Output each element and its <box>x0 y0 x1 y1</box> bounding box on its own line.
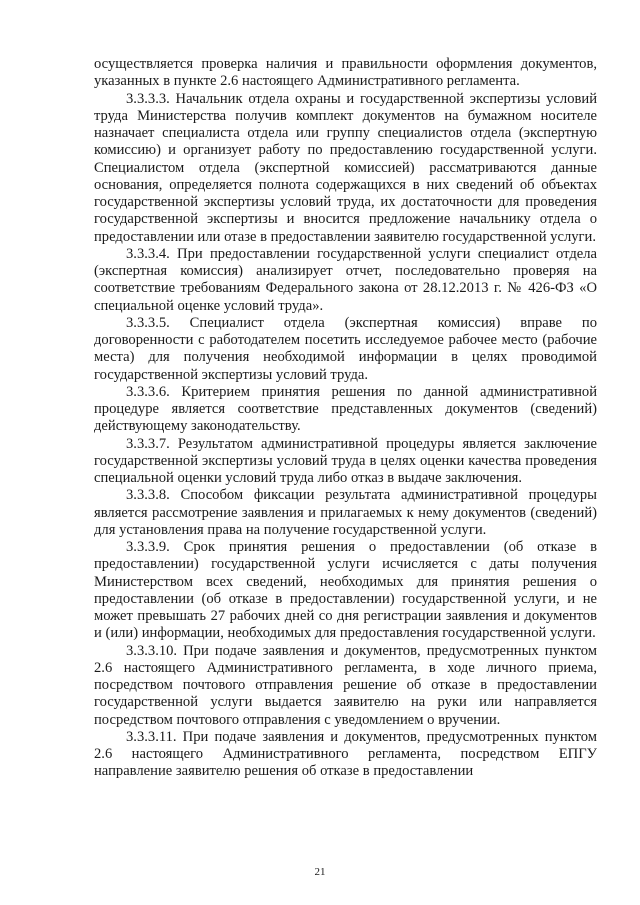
paragraph-3-3-3-10: 3.3.3.10. При подаче заявления и документов, предусмотренных пунктом 2.6 настоящего Административного регламента, в ходе личного приема, посредством почтового отправления решение об отказе в предоставлении государственной услуги выдается заявителю на руки или направляется посредством почтового отправления с уведомлением о вручении. <box>94 642 597 728</box>
paragraph-3-3-3-4: 3.3.3.4. При предоставлении государственной услуги специалист отдела (экспертная комиссия) анализирует отчет, последовательно проверяя на соответствие требованиям Федерального закона от 28.12.2013 г. № 426-ФЗ «О специальной оценке условий труда». <box>94 245 597 314</box>
paragraph-3-3-3-9: 3.3.3.9. Срок принятия решения о предоставлении (об отказе в предоставлении) государственной услуги исчисляется с даты получения Министерством всех сведений, необходимых для принятия решения о предоставлении (об отказе в предоставлении) государственной услуги, и не может превышать 27 рабочих дней со дня регистрации заявления и документов и (или) информации, необходимых для предоставления государственной услуги. <box>94 539 597 642</box>
paragraph-3-3-3-3: 3.3.3.3. Начальник отдела охраны и государственной экспертизы условий труда Министерства получив комплект документов на бумажном носителе назначает специалиста отдела или группу специалистов отдела (экспертную комиссию) и организует работу по предоставлению государственной услуги. Специалистом отдела (экспертной комиссией) рассматриваются данные основания, определяется полнота содержащихся в них сведений об объектах государственной экспертизы условий труда, их достаточности для проведения государственной экспертизы и вносится предложение начальнику отдела о предоставлении или отазе в предоставлении заявителю государственной услуги. <box>94 90 597 245</box>
paragraph-3-3-3-8: 3.3.3.8. Способом фиксации результата административной процедуры является рассмотрение заявления и прилагаемых к нему документов (сведений) для установления права на получение государственной услуги. <box>94 487 597 538</box>
paragraph-3-3-3-6: 3.3.3.6. Критерием принятия решения по данной административной процедуре является соответствие представленных документов (сведений) действующему законодательству. <box>94 383 597 435</box>
paragraph-3-3-3-11: 3.3.3.11. При подаче заявления и документов, предусмотренных пунктом 2.6 настоящего Административного регламента, посредством ЕПГУ направление заявителю решения об отказе в предоставлении <box>94 728 597 780</box>
document-body <box>94 56 597 781</box>
paragraph-3-3-3-5: 3.3.3.5. Специалист отдела (экспертная комиссия) вправе по договоренности с работодателем посетить исследуемое рабочее место (рабочие места) для получения необходимой информации в целях проводимой государственной экспертизы условий труда. <box>94 314 597 383</box>
paragraph-3-3-3-7: 3.3.3.7. Результатом административной процедуры является заключение государственной экспертизы условий труда в целях оценки качества проведения специальной оценки условий труда либо отказ в выдаче заключения. <box>94 435 597 486</box>
paragraph-continuation: осуществляется проверка наличия и правильности оформления документов, указанных в пункте 2.6 настоящего Административного регламента. <box>94 56 597 90</box>
page-number: 21 <box>314 866 326 878</box>
